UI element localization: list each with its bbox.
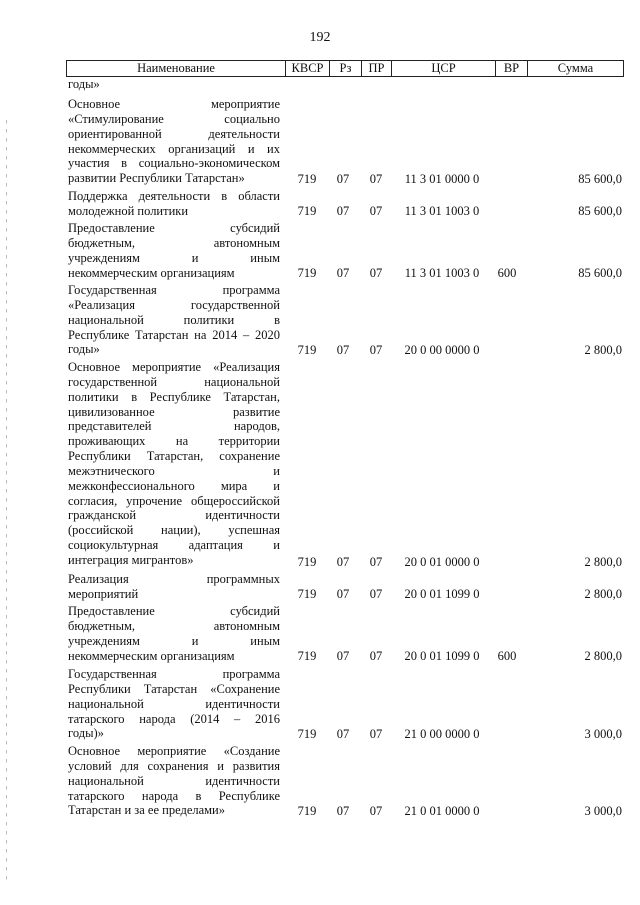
- row-name-line: Поддержка деятельности в области: [68, 189, 280, 203]
- row-name-line: «Реализация государственной: [68, 297, 280, 312]
- row-name: [68, 667, 280, 741]
- header-vr: ВР: [495, 61, 527, 76]
- cell-sum: 85 600,0: [578, 172, 622, 186]
- row-name: [68, 572, 280, 602]
- cell-pr: 07: [369, 172, 383, 186]
- cell-csr: 21 0 00 0000 0: [404, 727, 480, 741]
- cell-pr: 07: [369, 343, 383, 357]
- row-name: [68, 604, 280, 663]
- cell-rz: 07: [336, 587, 350, 601]
- row-name: [68, 283, 280, 357]
- page-number: 192: [309, 30, 331, 45]
- cell-rz: 07: [336, 266, 350, 280]
- row-name: [68, 360, 280, 568]
- row-name-line: бюджетным, автономным: [68, 235, 280, 250]
- row-name-line: Предоставление субсидий: [68, 221, 280, 235]
- row-name-line: Основное мероприятие «Реализация: [68, 360, 280, 374]
- row-name: [68, 77, 280, 92]
- header-kvsr: КВСР: [285, 61, 329, 76]
- row-name-line: татарского народа в Республике: [68, 788, 280, 803]
- row-name-line: годы»: [68, 77, 100, 91]
- row-name-line: Республики Татарстан, сохранение: [68, 449, 280, 464]
- cell-kvsr: 719: [297, 204, 317, 218]
- cell-csr: 11 3 01 0000 0: [404, 172, 480, 186]
- row-name-line: молодежной политики: [68, 203, 189, 218]
- cell-kvsr: 719: [297, 266, 317, 280]
- row-name-line: Предоставление субсидий: [68, 604, 280, 618]
- row-name-line: развитии Республики Татарстан»: [68, 171, 245, 186]
- row-name-line: некоммерческих организаций и их: [68, 141, 280, 156]
- row-name-line: Государственная программа: [68, 667, 280, 681]
- cell-csr: 21 0 01 0000 0: [404, 804, 480, 818]
- row-name-line: представителей народов,: [68, 419, 280, 434]
- row-name-line: национальной идентичности: [68, 773, 280, 788]
- cell-sum: 2 800,0: [584, 343, 622, 357]
- cell-sum: 3 000,0: [584, 804, 622, 818]
- row-name-line: условий для сохранения и развития: [68, 758, 280, 773]
- row-name-line: «Стимулирование социально: [68, 111, 280, 126]
- row-name-line: Татарстан и за ее пределами»: [68, 803, 226, 818]
- cell-pr: 07: [369, 587, 383, 601]
- row-name-line: Реализация программных: [68, 572, 280, 586]
- scan-margin-dots: [6, 120, 7, 880]
- cell-rz: 07: [336, 204, 350, 218]
- table-row: [66, 77, 624, 92]
- cell-sum: 85 600,0: [578, 266, 622, 280]
- row-name-line: межэтнического и: [68, 463, 280, 478]
- cell-kvsr: 719: [297, 555, 317, 569]
- table-row: [66, 572, 624, 602]
- cell-pr: 07: [369, 266, 383, 280]
- header-pr: ПР: [361, 61, 391, 76]
- row-name: [68, 221, 280, 280]
- row-name-line: интеграция мигрантов»: [68, 552, 194, 567]
- row-name-line: Основное мероприятие: [68, 97, 280, 111]
- cell-pr: 07: [369, 804, 383, 818]
- cell-rz: 07: [336, 172, 350, 186]
- row-name: [68, 97, 280, 186]
- cell-rz: 07: [336, 727, 350, 741]
- row-name-line: годы)»: [68, 726, 104, 741]
- row-name-line: учреждениям и иным: [68, 250, 280, 265]
- row-name-line: гражданской идентичности: [68, 508, 280, 523]
- table-row: [66, 360, 624, 570]
- table-row: [66, 283, 624, 358]
- cell-csr: 20 0 01 0000 0: [404, 555, 480, 569]
- cell-sum: 3 000,0: [584, 727, 622, 741]
- table-header: [66, 60, 624, 77]
- table-row: [66, 97, 624, 187]
- table-row: [66, 189, 624, 219]
- cell-csr: 11 3 01 1003 0: [404, 266, 480, 280]
- row-name: [68, 744, 280, 818]
- header-sum: Сумма: [527, 61, 623, 76]
- row-name-line: согласия, упрочение общероссийской: [68, 493, 280, 508]
- row-name-line: бюджетным, автономным: [68, 618, 280, 633]
- header-name: Наименование: [137, 61, 215, 75]
- row-name-line: Государственная программа: [68, 283, 280, 297]
- cell-kvsr: 719: [297, 343, 317, 357]
- cell-pr: 07: [369, 649, 383, 663]
- cell-csr: 20 0 01 1099 0: [404, 649, 480, 663]
- row-name-line: участия в социально-экономическом: [68, 156, 280, 171]
- row-name-line: государственной национальной: [68, 374, 280, 389]
- row-name-line: ориентированной деятельности: [68, 126, 280, 141]
- cell-pr: 07: [369, 727, 383, 741]
- cell-kvsr: 719: [297, 587, 317, 601]
- row-name-line: мероприятий: [68, 586, 139, 601]
- row-name-line: социокультурная адаптация и: [68, 538, 280, 553]
- row-name-line: Республике Татарстан на 2014 – 2020: [68, 327, 280, 342]
- cell-pr: 07: [369, 204, 383, 218]
- header-rz: Рз: [329, 61, 361, 76]
- row-name-line: (российской нации), успешная: [68, 523, 280, 538]
- row-name-line: политики в Республике Татарстан,: [68, 389, 280, 404]
- header-csr: ЦСР: [391, 61, 495, 76]
- cell-sum: 2 800,0: [584, 555, 622, 569]
- row-name-line: проживающих на территории: [68, 434, 280, 449]
- cell-rz: 07: [336, 804, 350, 818]
- row-name-line: национальной идентичности: [68, 696, 280, 711]
- cell-rz: 07: [336, 343, 350, 357]
- cell-sum: 2 800,0: [584, 649, 622, 663]
- row-name-line: Основное мероприятие «Создание: [68, 744, 280, 758]
- table-row: [66, 604, 624, 664]
- row-name-line: годы»: [68, 342, 100, 357]
- cell-vr: 600: [497, 266, 517, 280]
- row-name: [68, 189, 280, 219]
- cell-kvsr: 719: [297, 172, 317, 186]
- row-name-line: цивилизованное развитие: [68, 404, 280, 419]
- row-name-line: татарского народа (2014 – 2016: [68, 711, 280, 726]
- cell-rz: 07: [336, 555, 350, 569]
- cell-kvsr: 719: [297, 727, 317, 741]
- cell-vr: 600: [497, 649, 517, 663]
- cell-kvsr: 719: [297, 649, 317, 663]
- cell-csr: 11 3 01 1003 0: [404, 204, 480, 218]
- cell-sum: 85 600,0: [578, 204, 622, 218]
- cell-csr: 20 0 00 0000 0: [404, 343, 480, 357]
- row-name-line: учреждениям и иным: [68, 633, 280, 648]
- cell-csr: 20 0 01 1099 0: [404, 587, 480, 601]
- row-name-line: национальной политики в: [68, 312, 280, 327]
- cell-pr: 07: [369, 555, 383, 569]
- row-name-line: межконфессионального мира и: [68, 478, 280, 493]
- table-row: [66, 221, 624, 281]
- table-row: [66, 744, 624, 819]
- cell-sum: 2 800,0: [584, 587, 622, 601]
- row-name-line: некоммерческим организациям: [68, 648, 235, 663]
- row-name-line: Республики Татарстан «Сохранение: [68, 681, 280, 696]
- row-name-line: некоммерческим организациям: [68, 265, 235, 280]
- table-row: [66, 667, 624, 742]
- cell-kvsr: 719: [297, 804, 317, 818]
- cell-rz: 07: [336, 649, 350, 663]
